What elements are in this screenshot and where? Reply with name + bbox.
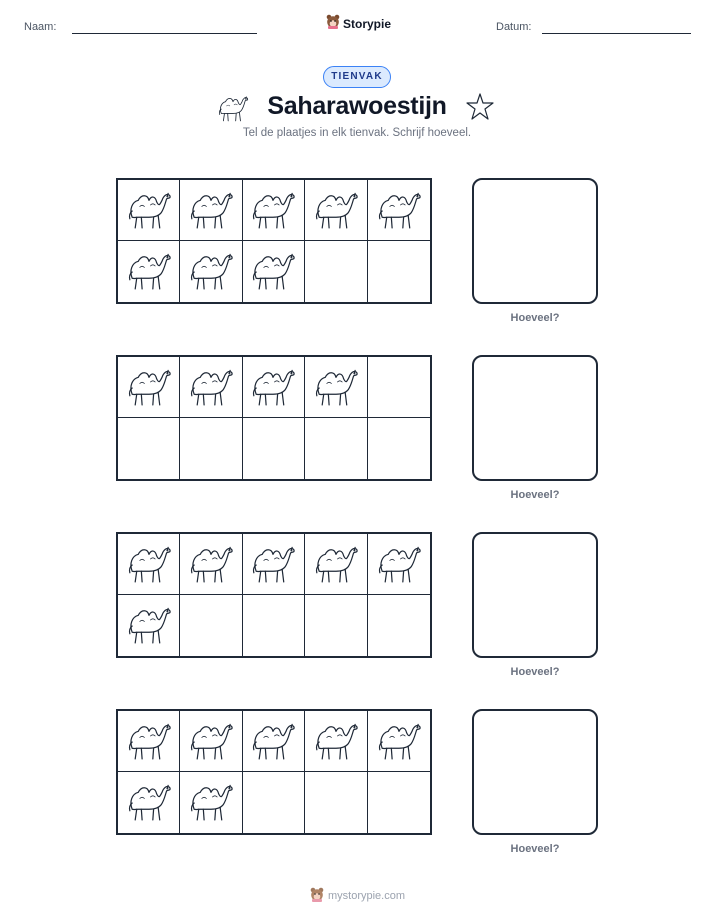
ten-frame-cell <box>368 180 430 241</box>
ten-frame <box>116 178 432 304</box>
camel-icon <box>126 601 172 650</box>
footer-url[interactable]: mystorypie.com <box>328 890 406 902</box>
ten-frame-cell <box>305 711 367 772</box>
camel-icon <box>250 247 296 296</box>
footer <box>310 887 405 905</box>
ten-frame-cell <box>243 418 305 479</box>
ten-frame-cell <box>243 772 305 833</box>
ten-frame-cell <box>180 595 242 656</box>
ten-frame-cell <box>180 534 242 595</box>
ten-frame-cell <box>243 534 305 595</box>
camel-icon <box>313 363 359 412</box>
ten-frame-cell <box>305 534 367 595</box>
ten-frame-cell <box>118 357 180 418</box>
camel-icon <box>217 92 249 127</box>
ten-frame-cell <box>305 357 367 418</box>
camel-icon <box>126 717 172 766</box>
camel-icon <box>126 778 172 827</box>
camel-icon <box>126 186 172 235</box>
storypie-mascot-icon <box>326 14 340 34</box>
camel-icon <box>250 363 296 412</box>
ten-frame-cell <box>368 241 430 302</box>
brand-logo <box>326 14 391 34</box>
ten-frame-cell <box>180 772 242 833</box>
answer-label: Hoeveel? <box>510 489 560 501</box>
camel-icon <box>250 186 296 235</box>
camel-icon <box>250 717 296 766</box>
ten-frame <box>116 532 432 658</box>
ten-frame-cell <box>368 772 430 833</box>
date-label: Datum: <box>496 21 532 33</box>
ten-frame-cell <box>305 241 367 302</box>
worksheet-type-badge: TIENVAK <box>323 66 391 88</box>
date-line[interactable] <box>542 33 691 34</box>
camel-icon <box>126 540 172 589</box>
ten-frame-cell <box>118 418 180 479</box>
ten-frame-cell <box>118 772 180 833</box>
star-icon <box>465 92 495 127</box>
instructions: Tel de plaatjes in elk tienvak. Schrijf hoeveel. <box>242 127 472 139</box>
camel-icon <box>250 540 296 589</box>
ten-frame-cell <box>305 595 367 656</box>
ten-frame <box>116 355 432 481</box>
ten-frame-cell <box>118 241 180 302</box>
name-label: Naam: <box>24 21 57 33</box>
camel-icon <box>126 363 172 412</box>
camel-icon <box>188 717 234 766</box>
ten-frame-cell <box>243 180 305 241</box>
page-title: Saharawoestijn <box>267 92 447 120</box>
ten-frame-cell <box>180 711 242 772</box>
ten-frame-cell <box>118 534 180 595</box>
answer-box[interactable] <box>472 178 598 304</box>
answer-box[interactable] <box>472 532 598 658</box>
camel-icon <box>188 778 234 827</box>
ten-frame-cell <box>243 711 305 772</box>
camel-icon <box>126 247 172 296</box>
ten-frame-cell <box>243 241 305 302</box>
ten-frame-cell <box>368 357 430 418</box>
ten-frame-cell <box>368 534 430 595</box>
camel-icon <box>188 186 234 235</box>
brand-name: Storypie <box>343 17 392 31</box>
camel-icon <box>313 540 359 589</box>
ten-frame-cell <box>180 418 242 479</box>
answer-label: Hoeveel? <box>510 312 560 324</box>
camel-icon <box>188 247 234 296</box>
ten-frame-cell <box>180 357 242 418</box>
ten-frame-cell <box>305 772 367 833</box>
camel-icon <box>376 540 422 589</box>
ten-frame-cell <box>368 418 430 479</box>
ten-frame-cell <box>305 418 367 479</box>
ten-frame <box>116 709 432 835</box>
camel-icon <box>188 540 234 589</box>
name-line[interactable] <box>72 33 257 34</box>
camel-icon <box>313 186 359 235</box>
ten-frame-cell <box>243 595 305 656</box>
camel-icon <box>188 363 234 412</box>
ten-frame-cell <box>368 595 430 656</box>
camel-icon <box>376 186 422 235</box>
ten-frame-cell <box>243 357 305 418</box>
ten-frame-cell <box>305 180 367 241</box>
answer-box[interactable] <box>472 709 598 835</box>
answer-box[interactable] <box>472 355 598 481</box>
storypie-mascot-icon <box>310 887 324 905</box>
ten-frame-cell <box>118 711 180 772</box>
ten-frame-cell <box>118 180 180 241</box>
ten-frame-cell <box>180 241 242 302</box>
answer-label: Hoeveel? <box>510 843 560 855</box>
answer-label: Hoeveel? <box>510 666 560 678</box>
ten-frame-cell <box>118 595 180 656</box>
ten-frame-cell <box>368 711 430 772</box>
camel-icon <box>313 717 359 766</box>
camel-icon <box>376 717 422 766</box>
ten-frame-cell <box>180 180 242 241</box>
